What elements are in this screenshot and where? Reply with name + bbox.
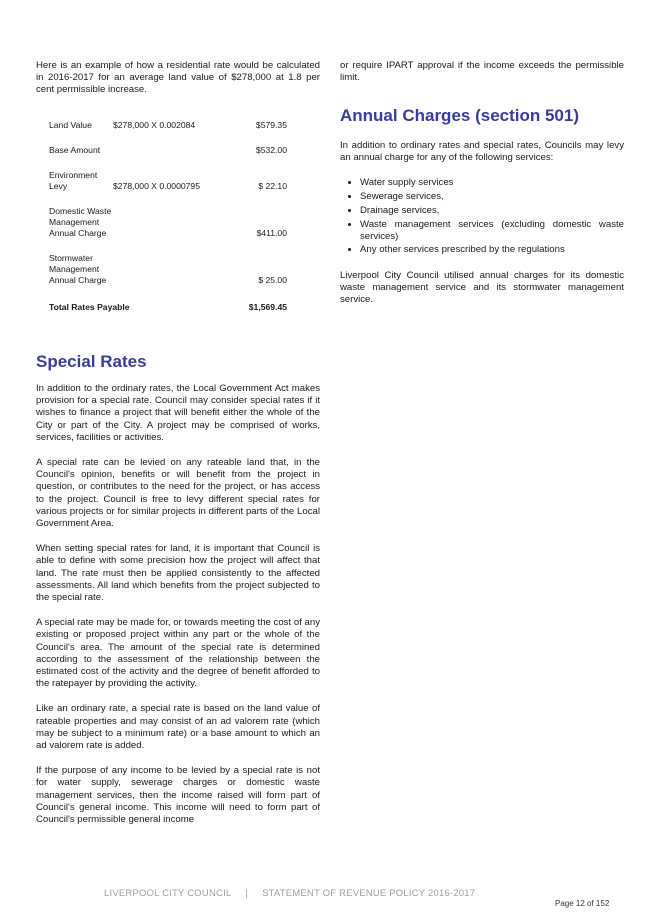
page-footer — [104, 888, 475, 899]
row-label: Land Value — [49, 120, 92, 130]
list-item: • Sewerage services, — [360, 191, 624, 203]
table-row — [49, 192, 287, 239]
special-rates-heading: Special Rates — [36, 352, 147, 371]
paragraph: When setting special rates for land, it is important that Council is able to define with some precision how the project will affect that land. The rate must then be applied consistently to the affected assessments. All land which benefits from the project subjected to the special rate. — [36, 543, 320, 604]
row-amount: $411.00 — [256, 228, 287, 238]
total-row — [49, 286, 287, 313]
table-row — [49, 239, 287, 286]
row-label — [49, 239, 231, 286]
footer-separator: | — [245, 888, 249, 899]
intro-section — [36, 60, 320, 110]
annual-charges-body — [340, 140, 624, 319]
total-label: Total Rates Payable — [49, 302, 130, 312]
row-amount: $532.00 — [255, 145, 287, 155]
row-label-text: Domestic Waste Management Annual Charge — [49, 206, 112, 238]
paragraph: In addition to the ordinary rates, the Local Government Act makes provision for a special rate. Council may consider special rates if it wishes to finance a project that will benefit either the whole of the City or part of the City. A project may be comprised of works, services, facilities or activities. — [36, 383, 320, 443]
row-calc: $278,000 X 0.002084 — [113, 120, 196, 130]
table-row — [49, 131, 287, 156]
list-item: • Any other services prescribed by the regulations — [360, 244, 624, 256]
row-label: Base Amount — [49, 145, 101, 155]
list-item: • Water supply services — [360, 177, 624, 189]
row-calc: $278,000 X 0.0000795 — [113, 181, 200, 191]
table-row — [49, 156, 287, 192]
row-calc — [113, 131, 231, 156]
right-intro-section — [340, 60, 624, 97]
page-number: Page 12 of 152 — [555, 899, 610, 908]
paragraph: A special rate may be made for, or towards meeting the cost of any existing or proposed project within any part or the whole of the Council's area. The amount of the special rate is determined according to the assessment of the relationship between the estimated cost of the activity and the degree of benefit afforded to the ratepayer by providing the activity. — [36, 617, 320, 690]
footer-document-title: STATEMENT OF REVENUE POLICY 2016-2017 — [262, 888, 476, 899]
total-amount: $1,569.45 — [248, 302, 287, 312]
row-label: Environment Levy — [49, 170, 98, 191]
annual-charges-heading: Annual Charges (section 501) — [340, 106, 580, 125]
footer-council: LIVERPOOL CITY COUNCIL — [104, 888, 232, 899]
row-amount: $ 22.10 — [258, 181, 287, 191]
intro-paragraph: Here is an example of how a residential rate would be calculated in 2016-2017 for an average land value of $278,000 at 1.8 per cent permissible increase. — [36, 60, 320, 96]
row-label — [49, 192, 231, 239]
list-item: • Waste management services (excluding domestic waste services) — [360, 219, 624, 243]
special-rates-body — [36, 383, 320, 839]
paragraph: If the purpose of any income to be levied by a special rate is not for water supply, sewerage charges or domestic waste management services, then the income raised will form part of Council's general income. This income will need to form part of Council's permissible general income — [36, 765, 320, 826]
row-label-text: Stormwater Management Annual Charge — [49, 253, 107, 285]
table-row — [49, 120, 287, 131]
annual-charges-intro: In addition to ordinary rates and special rates, Councils may levy an annual charge for any of the following services: — [340, 140, 624, 164]
continued-paragraph: or require IPART approval if the income exceeds the permissible limit. — [340, 60, 624, 84]
paragraph: Like an ordinary rate, a special rate is based on the land value of rateable properties and may consist of an ad valorem rate (which may be subject to a minimum rate) or a base amount to which an ad valorem rate is added. — [36, 703, 320, 752]
annual-charges-closing: Liverpool City Council utilised annual charges for its domestic waste management service and its stormwater management service. — [340, 269, 624, 306]
paragraph: A special rate can be levied on any rateable land that, in the Council's opinion, benefits or will benefit from the project in question, or contributes to the need for the project, or has access to the project. Council is free to levy different special rates for various projects or for similar projects in different parts of the Local Government Area. — [36, 457, 320, 530]
list-item: • Drainage services, — [360, 205, 624, 217]
row-amount: $ 25.00 — [258, 275, 287, 285]
row-amount: $579.35 — [255, 120, 287, 130]
rate-calculation-table — [49, 120, 287, 313]
services-list — [340, 177, 624, 256]
